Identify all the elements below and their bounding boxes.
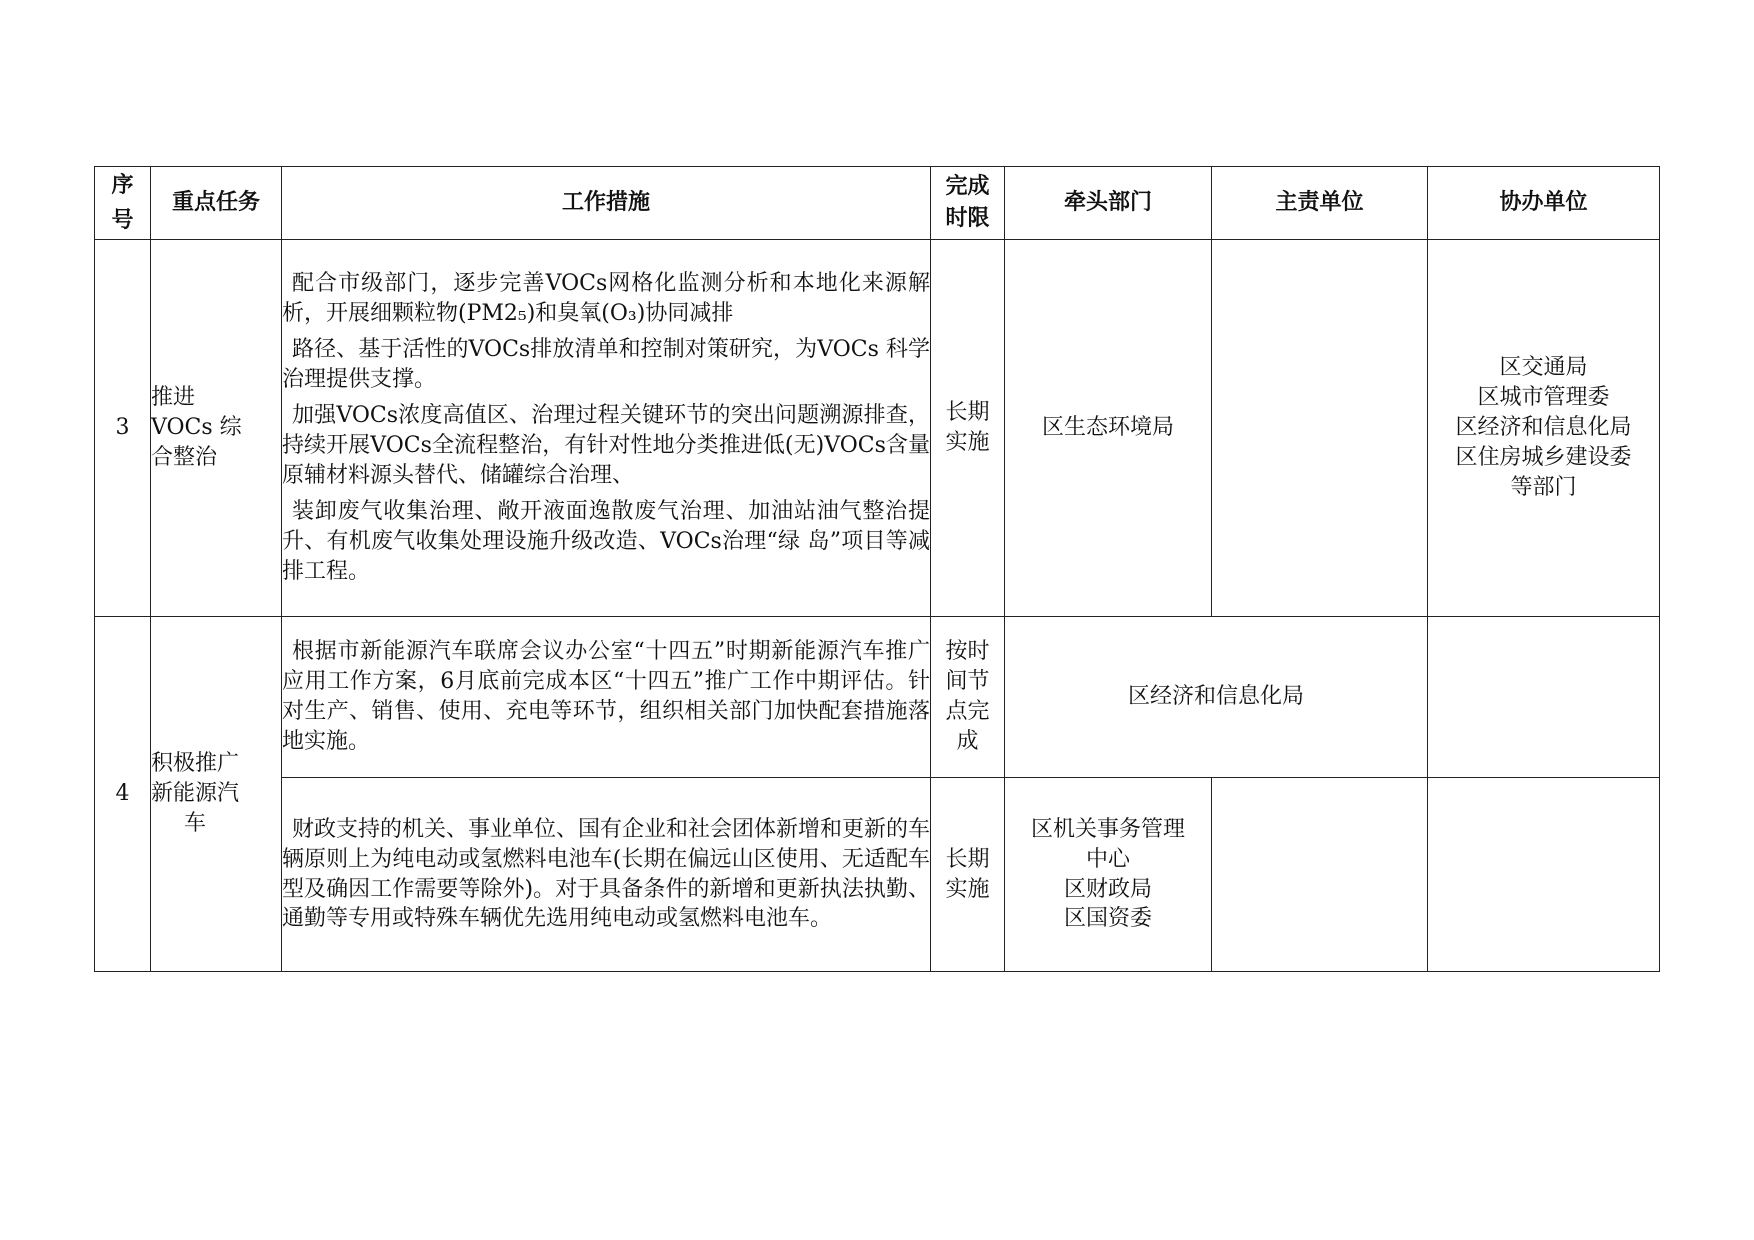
lead-line: 区国资委 [1063, 906, 1152, 932]
table-row [95, 617, 1660, 778]
header-row [95, 167, 1660, 240]
row-number: 3 [95, 240, 151, 617]
table-row [95, 778, 1660, 972]
measure-paragraph: 财政支持的机关、事业单位、国有企业和社会团体新增和更新的车辆原则上为纯电动或氢燃料电池车(长期在偏远山区使用、无适配车型及确因工作需要等除外)。对于具备条件的新增和更新执法执勤、通勤等专用或特殊车辆优先选用纯电动或氢燃料电池车。 [282, 816, 931, 932]
header-main: 主责单位 [1212, 167, 1428, 240]
measure-cell [282, 617, 931, 778]
limit-line: 实施 [945, 430, 990, 455]
assist-line: 区交通局 [1499, 355, 1588, 381]
measure-cell [282, 778, 931, 972]
task-line: 合整治 [151, 444, 218, 470]
assist-line: 区经济和信息化局 [1455, 415, 1632, 441]
task-line: 推进 [151, 385, 196, 411]
measure-paragraph: 装卸废气收集治理、敞开液面逸散废气治理、加油站油气整治提升、有机废气收集处理设施升级改造、VOCs治理“绿 岛”项目等减排工程。 [282, 498, 930, 584]
main-cell [1212, 240, 1428, 617]
assist-line: 等部门 [1510, 474, 1577, 500]
lead-line: 中心 [1085, 846, 1130, 872]
limit-line: 长期 [945, 400, 990, 426]
task-line: 新能源汽 [151, 781, 240, 807]
assist-cell [1428, 617, 1660, 778]
limit-line: 按时 [945, 639, 990, 665]
limit-line: 点完 [945, 699, 990, 724]
assist-line: 区城市管理委 [1477, 385, 1610, 411]
main-cell [1212, 778, 1428, 972]
header-limit [931, 167, 1005, 240]
limit-cell [931, 240, 1005, 617]
header-lead: 牵头部门 [1005, 167, 1212, 240]
lead-cell: 区生态环境局 [1005, 240, 1212, 617]
header-limit-line: 完成 [945, 173, 990, 200]
limit-line: 实施 [945, 876, 990, 902]
lead-cell [1005, 778, 1212, 972]
lead-line: 区机关事务管理 [1030, 816, 1185, 842]
limit-line: 成 [956, 728, 979, 754]
assist-line: 区住房城乡建设委 [1455, 444, 1632, 470]
task-cell [151, 240, 282, 617]
measure-paragraph: 根据市新能源汽车联席会议办公室“十四五”时期新能源汽车推广应用工作方案，6月底前完成本区“十四五”推广工作中期评估。针对生产、销售、使用、充电等环节，组织相关部门加快配套措施落地实施。 [282, 639, 930, 754]
header-task: 重点任务 [151, 167, 282, 240]
task-line: VOCs 综 [151, 415, 242, 441]
header-no: 序号 [95, 167, 151, 240]
limit-cell [931, 778, 1005, 972]
row-number: 4 [95, 617, 151, 972]
header-limit-line: 时限 [945, 205, 990, 231]
measure-paragraph: 路径、基于活性的VOCs排放清单和控制对策研究，为VOCs 科学治理提供支撑。 [282, 337, 930, 393]
assist-cell [1428, 778, 1660, 972]
measure-cell [282, 240, 931, 617]
header-measure: 工作措施 [282, 167, 931, 240]
lead-line: 区财政局 [1063, 876, 1152, 902]
lead-main-cell: 区经济和信息化局 [1005, 617, 1428, 778]
task-line: 车 [184, 810, 207, 836]
tasks-table [94, 166, 1660, 972]
limit-line: 长期 [945, 846, 990, 872]
limit-line: 间节 [945, 669, 990, 695]
measure-paragraph: 配合市级部门，逐步完善VOCs网格化监测分析和本地化来源解析，开展细颗粒物(PM2₅)和臭氧(O₃)协同减排 [282, 271, 930, 327]
limit-cell [931, 617, 1005, 778]
header-assist: 协办单位 [1428, 167, 1660, 240]
measure-paragraph: 加强VOCs浓度高值区、治理过程关键环节的突出问题溯源排查，持续开展VOCs全流程整治，有针对性地分类推进低(无)VOCs含量原辅材料源头替代、储罐综合治理、 [282, 403, 930, 488]
task-cell [151, 617, 282, 972]
table-row [95, 240, 1660, 617]
task-line: 积极推广 [151, 751, 240, 777]
assist-cell [1428, 240, 1660, 617]
